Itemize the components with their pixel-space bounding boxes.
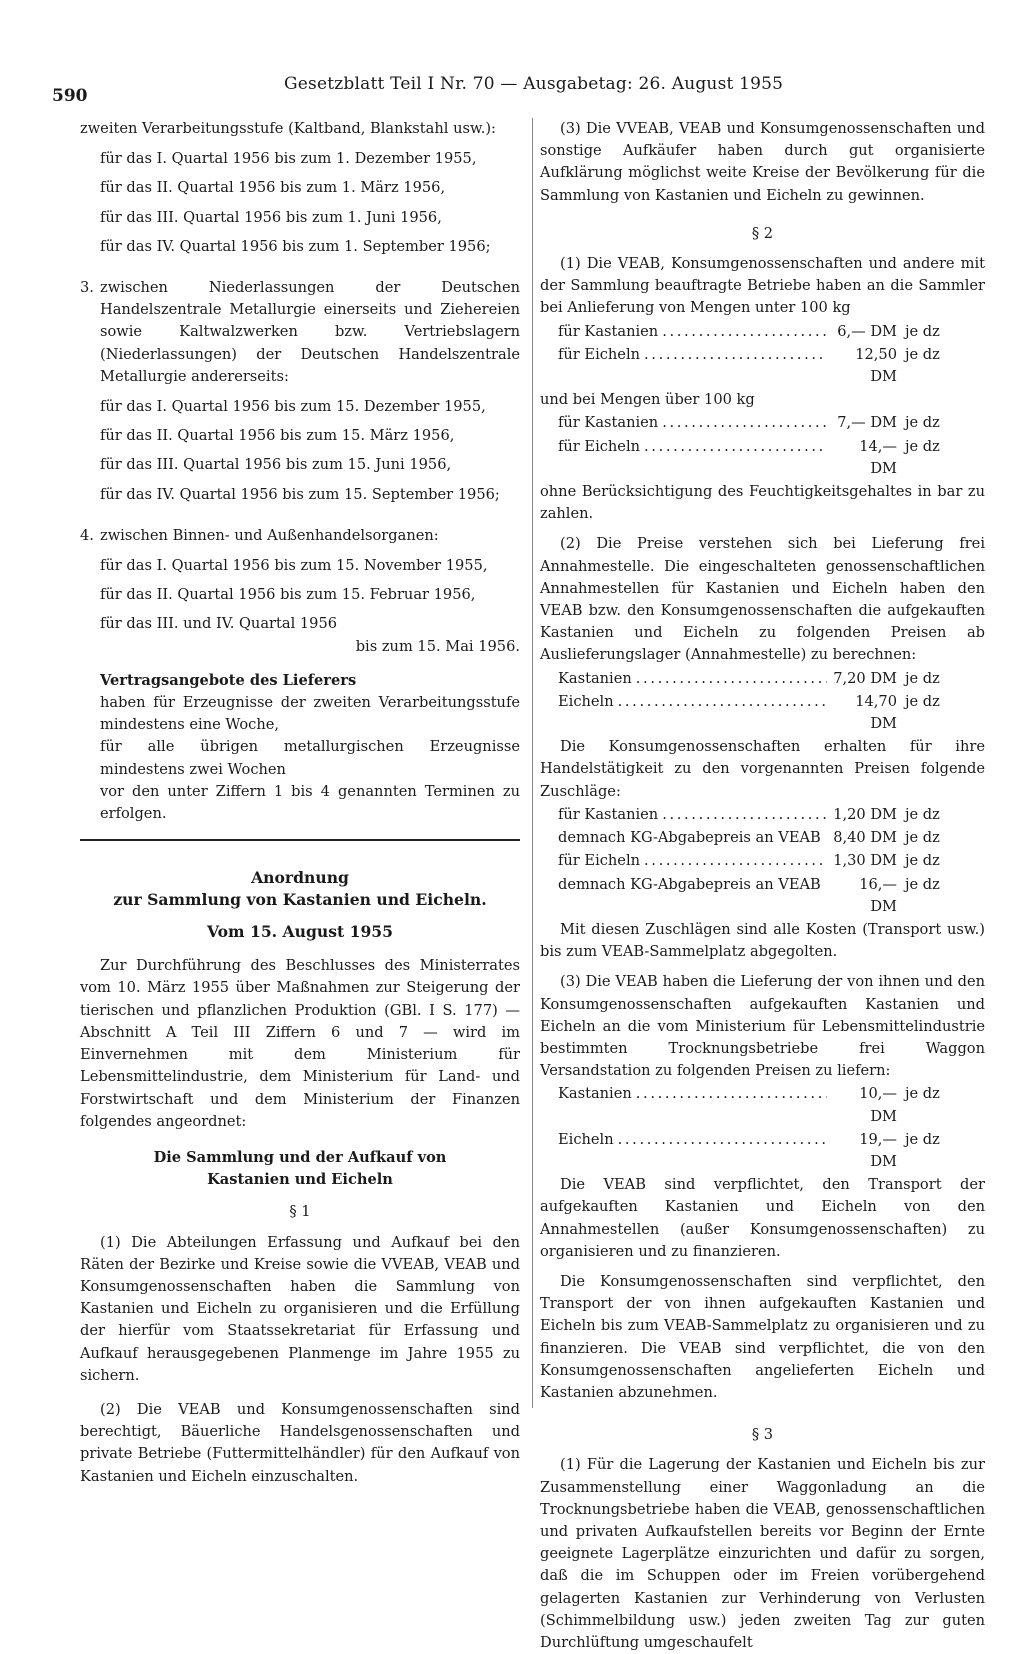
paragraph: (3) Die VVEAB, VEAB und Konsumgenossenschaften und sonstige Aufkäufer haben durch gut organisierte Aufklärung möglichst weite Kreise der Bevölkerung für die Sammlung von Kastanien und Eicheln zu gewinnen.: [540, 120, 985, 204]
price-row: Eicheln . . . 14,70 DM je dz: [540, 691, 985, 735]
offers-heading: Vertragsangebote des Lieferers: [100, 671, 357, 689]
intro-text: zweiten Verarbeitungsstufe (Kaltband, Blankstahl usw.):: [80, 120, 496, 137]
price-row: für Kastanien . . . 6,— DM je dz: [540, 321, 985, 343]
price-row: Kastanien . . . 7,20 DM je dz: [540, 668, 985, 690]
price-row: für Kastanien . . . 7,— DM je dz: [540, 412, 985, 434]
paragraph: Mit diesen Zuschlägen sind alle Kosten (Transport usw.) bis zum VEAB-Sammelplatz abgegolten.: [540, 920, 985, 961]
gazette-title: Gesetzblatt Teil I Nr. 70 — Ausgabetag: 26. August 1955: [284, 74, 784, 94]
deadline-tail: bis zum 15. Mai 1956.: [355, 637, 520, 655]
price-intro: und bei Mengen über 100 kg: [540, 391, 755, 409]
price-row: demnach KG-Abgabepreis an VEAB 16,— DM je dz: [558, 875, 940, 915]
deadline-item: für das I. Quartal 1956 bis zum 15. Dezember 1955,: [100, 398, 486, 416]
deadline-item: für das II. Quartal 1956 bis zum 15. Februar 1956,: [100, 586, 476, 604]
price-row: Kastanien . . . 10,— DM je dz: [540, 1083, 985, 1127]
item-text: zwischen Niederlassungen der Deutschen Handelszentrale Metallurgie einerseits und Ziehereien sowie Kaltwalzwerken bzw. Vertriebslagern (Niederlassungen) der Deutschen Handelszentrale Metallurgie andererseits:: [100, 279, 520, 385]
paragraph: (2) Die VEAB und Konsumgenossenschaften sind berechtigt, Bäuerliche Handelsgenossenschaften und private Betriebe (Futtermittelhändler) für den Aufkauf von Kastanien und Eicheln einzuschalten.: [80, 1400, 520, 1485]
item-number: 3.: [80, 279, 94, 297]
price-row: für Eicheln . . . 1,30 DM je dz: [540, 850, 985, 872]
left-column: [80, 118, 520, 1488]
page-header: [48, 74, 978, 104]
paragraph: Die Konsumgenossenschaften sind verpflichtet, den Transport der von ihnen aufgekauften Kastanien und Eicheln bis zum VEAB-Sammelplatz zu organisieren und zu finanzieren. Die VEAB sind verpflichtet, die von den Konsumgenossenschaften angelieferten Eicheln und Kastanien abzunehmen.: [540, 1272, 985, 1401]
paragraph: (3) Die VEAB haben die Lieferung der von ihnen und den Konsumgenossenschaften aufgekauften Kastanien und Eicheln an die vom Ministerium für Lebensmittelindustrie bestimmten Trocknungsbetriebe frei Waggon Versandstation zu folgenden Preisen zu liefern:: [540, 973, 985, 1080]
price-row: für Eicheln . . . 14,— DM je dz: [540, 436, 985, 480]
page-number: 590: [52, 86, 88, 106]
deadline-item: für das I. Quartal 1956 bis zum 1. Dezember 1955,: [100, 150, 477, 168]
deadline-item: für das III. und IV. Quartal 1956: [100, 615, 338, 633]
column-divider: [532, 118, 533, 1408]
right-column: [540, 118, 985, 1654]
section-heading: § 1: [289, 1203, 311, 1221]
item-text: zwischen Binnen- und Außenhandelsorganen:: [100, 526, 439, 544]
offers-text: für alle übrigen metallurgischen Erzeugnisse mindestens zwei Wochen: [100, 738, 520, 778]
decree-subtitle: zur Sammlung von Kastanien und Eicheln.: [113, 890, 487, 910]
offers-text: vor den unter Ziffern 1 bis 4 genannten Terminen zu erfolgen.: [100, 782, 520, 823]
numbered-item-3: [80, 277, 520, 388]
price-row: Eicheln . . . 19,— DM je dz: [540, 1129, 985, 1173]
decree-title: Anordnung: [251, 868, 349, 888]
deadline-item: für das IV. Quartal 1956 bis zum 1. September 1956;: [100, 237, 491, 255]
preamble: Zur Durchführung des Beschlusses des Ministerrates vom 10. März 1955 über Maßnahmen zur Steigerung der tierischen und pflanzlichen Produktion (GBl. I S. 177) — Abschnitt A Teil III Ziffern 6 und 7 — wird im Einvernehmen mit dem Ministerium für Lebensmittelindustrie, dem Ministerium für Land- und Forstwirtschaft und dem Ministerium der Finanzen folgendes angeordnet:: [80, 957, 520, 1130]
deadline-item: für das II. Quartal 1956 bis zum 1. März 1956,: [100, 179, 446, 197]
numbered-item-4: [80, 525, 520, 547]
price-row: demnach KG-Abgabepreis an VEAB 8,40 DM je dz: [558, 829, 940, 847]
subheading: Die Sammlung und der Aufkauf von Kastanien und Eicheln: [153, 1148, 447, 1189]
deadline-item: für das IV. Quartal 1956 bis zum 15. September 1956;: [100, 485, 500, 503]
deadline-item: für das I. Quartal 1956 bis zum 15. November 1955,: [100, 557, 488, 575]
paragraph: (1) Für die Lagerung der Kastanien und Eicheln bis zur Zusammenstellung einer Waggonladung an die Trocknungsbetriebe haben die VEAB, genossenschaftlichen und privaten Aufkaufstellen bereits vor Beginn der Ernte geeignete Lagerplätze einzurichten und dafür zu sorgen, daß die im Schuppen oder im Freien vorübergehend gelagerten Kastanien zur Verhinderung von Verlusten (Schimmelbildung usw.) jeden zweiten Tag zur guten Durchlüftung umgeschaufelt: [540, 1456, 985, 1651]
paragraph: ohne Berücksichtigung des Feuchtigkeitsgehaltes in bar zu zahlen.: [540, 483, 985, 523]
decree-date: Vom 15. August 1955: [206, 922, 394, 942]
paragraph: (1) Die VEAB, Konsumgenossenschaften und andere mit der Sammlung beauftragte Betriebe haben an die Sammler bei Anlieferung von Mengen unter 100 kg: [540, 255, 985, 317]
price-row: für Eicheln . . . 12,50 DM je dz: [540, 344, 985, 388]
paragraph: (1) Die Abteilungen Erfassung und Aufkauf bei den Räten der Bezirke und Kreise sowie die VVEAB, VEAB und Konsumgenossenschaften haben die Sammlung von Kastanien und Eicheln zu organisieren und die Erfüllung der hierfür vom Staatssekretariat für Erfassung und Aufkauf herausgegebenen Planmenge im Jahre 1955 zu sichern.: [80, 1233, 520, 1384]
section-rule: [80, 839, 520, 841]
price-row: für Kastanien . . . 1,20 DM je dz: [540, 804, 985, 826]
deadline-item: für das III. Quartal 1956 bis zum 1. Juni 1956,: [100, 208, 442, 226]
section-heading: § 3: [751, 1426, 774, 1444]
deadline-item: für das III. Quartal 1956 bis zum 15. Juni 1956,: [100, 456, 452, 474]
paragraph: (2) Die Preise verstehen sich bei Lieferung frei Annahmestelle. Die eingeschalteten genossenschaftlichen Annahmestellen für Kastanien und Eicheln haben den VEAB bzw. den Konsumgenossenschaften die aufgekauften Kastanien und Eicheln zu folgenden Preisen ab Auslieferungslager (Annahmestelle) zu berechnen:: [540, 535, 985, 664]
section-heading: § 2: [751, 224, 774, 242]
deadline-item: für das II. Quartal 1956 bis zum 15. März 1956,: [100, 427, 455, 445]
offers-text: haben für Erzeugnisse der zweiten Verarbeitungsstufe mindestens eine Woche,: [100, 694, 520, 734]
paragraph: Die VEAB sind verpflichtet, den Transport der aufgekauften Kastanien und Eicheln von den Annahmestellen (außer Konsumgenossenschaften) zu organisieren und zu finanzieren.: [540, 1176, 985, 1260]
item-number: 4.: [80, 526, 94, 544]
paragraph: Die Konsumgenossenschaften erhalten für ihre Handelstätigkeit zu den vorgenannten Preisen folgende Zuschläge:: [540, 738, 985, 800]
